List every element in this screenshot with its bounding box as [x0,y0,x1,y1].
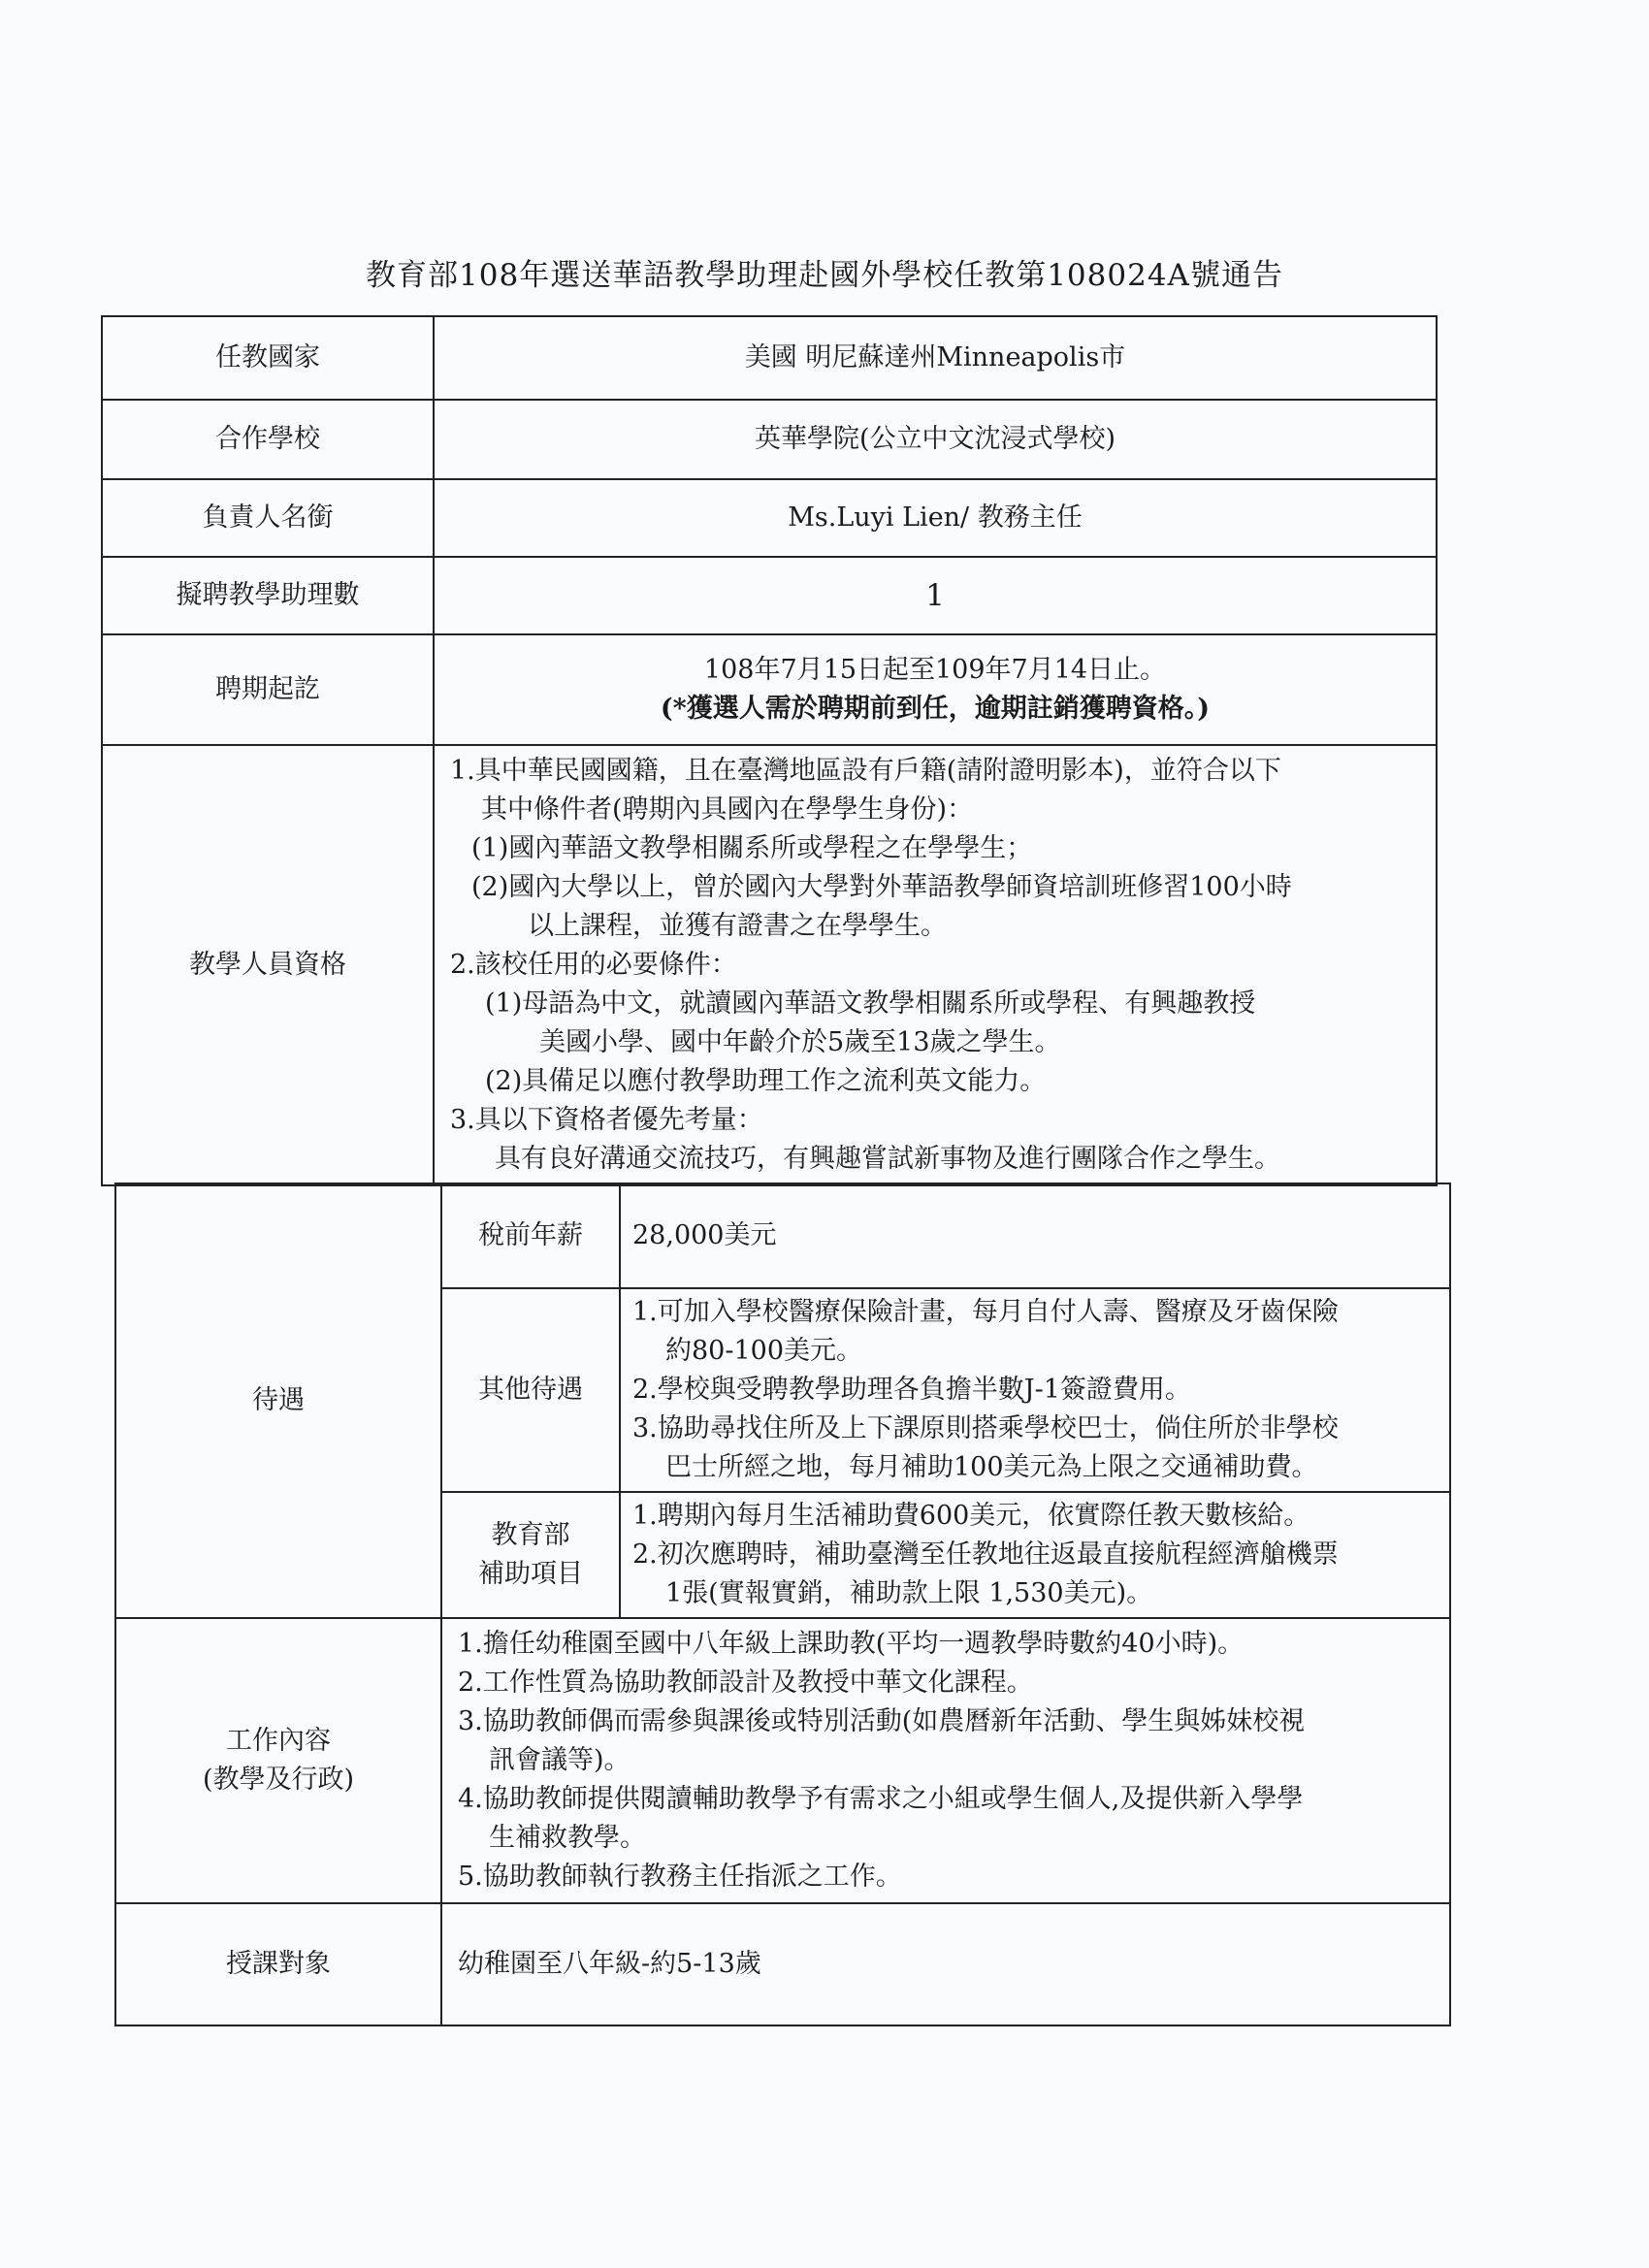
country-value: 美國 明尼蘇達州Minneapolis市 [434,316,1437,400]
school-label: 合作學校 [102,400,434,479]
contact-value: Ms.Luyi Lien/ 教務主任 [434,479,1437,557]
benefits-label: 待遇 [115,1183,441,1618]
moe-label-line2: 補助項目 [478,1559,583,1589]
other-benefit-line: 2.學校與受聘教學助理各負擔半數J-1簽證費用。 [632,1375,1191,1405]
duties-value [441,1618,1450,1903]
qualification-line: 具有良好溝通交流技巧，有興趣嘗試新事物及進行團隊合作之學生。 [495,1144,1280,1174]
moe-subsidy-line: 2.初次應聘時，補助臺灣至任教地往返最直接航程經濟艙機票 [632,1539,1339,1570]
info-table-upper [101,315,1438,1186]
qualification-line: 1.具中華民國國籍，且在臺灣地區設有戶籍(請附證明影本)，並符合以下 [450,756,1281,786]
contact-label: 負責人名銜 [102,479,434,557]
row-salary [115,1183,1450,1288]
row-quota [102,557,1437,634]
qualification-line: (2)國內大學以上，曾於國內大學對外華語教學師資培訓班修習100小時 [471,872,1292,902]
other-benefits-value [620,1288,1450,1492]
salary-value: 28,000美元 [620,1183,1450,1288]
duties-label-line2: (教學及行政) [202,1765,355,1795]
row-period [102,634,1437,745]
qualification-line: (2)具備足以應付教學助理工作之流利英文能力。 [485,1066,1047,1096]
period-label: 聘期起訖 [102,634,434,745]
moe-label-line1: 教育部 [491,1520,570,1550]
period-note: (*獲選人需於聘期前到任，逾期註銷獲聘資格。) [660,694,1211,724]
qualification-line: 其中條件者(聘期內具國內在學學生身份)： [481,794,974,825]
duty-line: 3.協助教師偶而需參與課後或特別活動(如農曆新年活動、學生與姊妹校視 [458,1706,1306,1736]
other-benefit-line: 3.協助尋找住所及上下課原則搭乘學校巴士，倘住所於非學校 [632,1413,1339,1443]
qualification-line: 2.該校任用的必要條件： [450,950,737,980]
info-table-lower [114,1183,1451,2026]
moe-subsidy-label [441,1492,620,1618]
country-label: 任教國家 [102,316,434,400]
duties-label-line1: 工作內容 [226,1726,331,1756]
row-audience [115,1903,1450,2025]
salary-label: 稅前年薪 [441,1183,620,1288]
qualifications-value [434,745,1437,1185]
moe-subsidy-line: 1.聘期內每月生活補助費600美元，依實際任教天數核給。 [632,1501,1310,1531]
period-dates: 108年7月15日起至109年7月14日止。 [703,655,1167,685]
audience-value: 幼稚園至八年級-約5-13歲 [441,1903,1450,2025]
row-country [102,316,1437,400]
duty-line: 2.工作性質為協助教師設計及教授中華文化課程。 [458,1668,1033,1698]
qualification-line: (1)國內華語文教學相關系所或學程之在學學生； [471,833,1033,863]
qualification-line: 美國小學、國中年齡介於5歲至13歲之學生。 [539,1027,1061,1057]
row-school [102,400,1437,479]
qualification-line: 以上課程，並獲有證書之在學學生。 [528,911,947,941]
moe-subsidy-value [620,1492,1450,1618]
qualification-line: 3.具以下資格者優先考量： [450,1105,763,1135]
other-benefit-line: 約80-100美元。 [665,1336,863,1366]
qualification-line: (1)母語為中文，就讀國內華語文教學相關系所或學程、有興趣教授 [485,988,1256,1019]
duty-line: 4.協助教師提供閱讀輔助教學予有需求之小組或學生個人,及提供新入學學 [458,1784,1304,1814]
duties-label [115,1618,441,1903]
document-title: 教育部108年選送華語教學助理赴國外學校任教第108024A號通告 [366,258,1283,293]
duty-line: 訊會議等)。 [489,1745,630,1775]
duty-line: 5.協助教師執行教務主任指派之工作。 [458,1862,902,1892]
row-qualifications [102,745,1437,1185]
quota-value: 1 [434,557,1437,634]
other-benefit-line: 1.可加入學校醫療保險計畫，每月自付人壽、醫療及牙齒保險 [632,1297,1339,1327]
period-value [434,634,1437,745]
audience-label: 授課對象 [115,1903,441,2025]
row-duties [115,1618,1450,1903]
duty-line: 1.擔任幼稚園至國中八年級上課助教(平均一週教學時數約40小時)。 [458,1629,1245,1659]
row-contact [102,479,1437,557]
duty-line: 生補救教學。 [489,1823,646,1853]
other-benefit-line: 巴士所經之地，每月補助100美元為上限之交通補助費。 [665,1452,1318,1482]
moe-subsidy-line: 1張(實報實銷，補助款上限 1,530美元)。 [665,1578,1153,1608]
school-value: 英華學院(公立中文沈浸式學校) [434,400,1437,479]
qualifications-label: 教學人員資格 [102,745,434,1185]
quota-label: 擬聘教學助理數 [102,557,434,634]
other-benefits-label: 其他待遇 [441,1288,620,1492]
